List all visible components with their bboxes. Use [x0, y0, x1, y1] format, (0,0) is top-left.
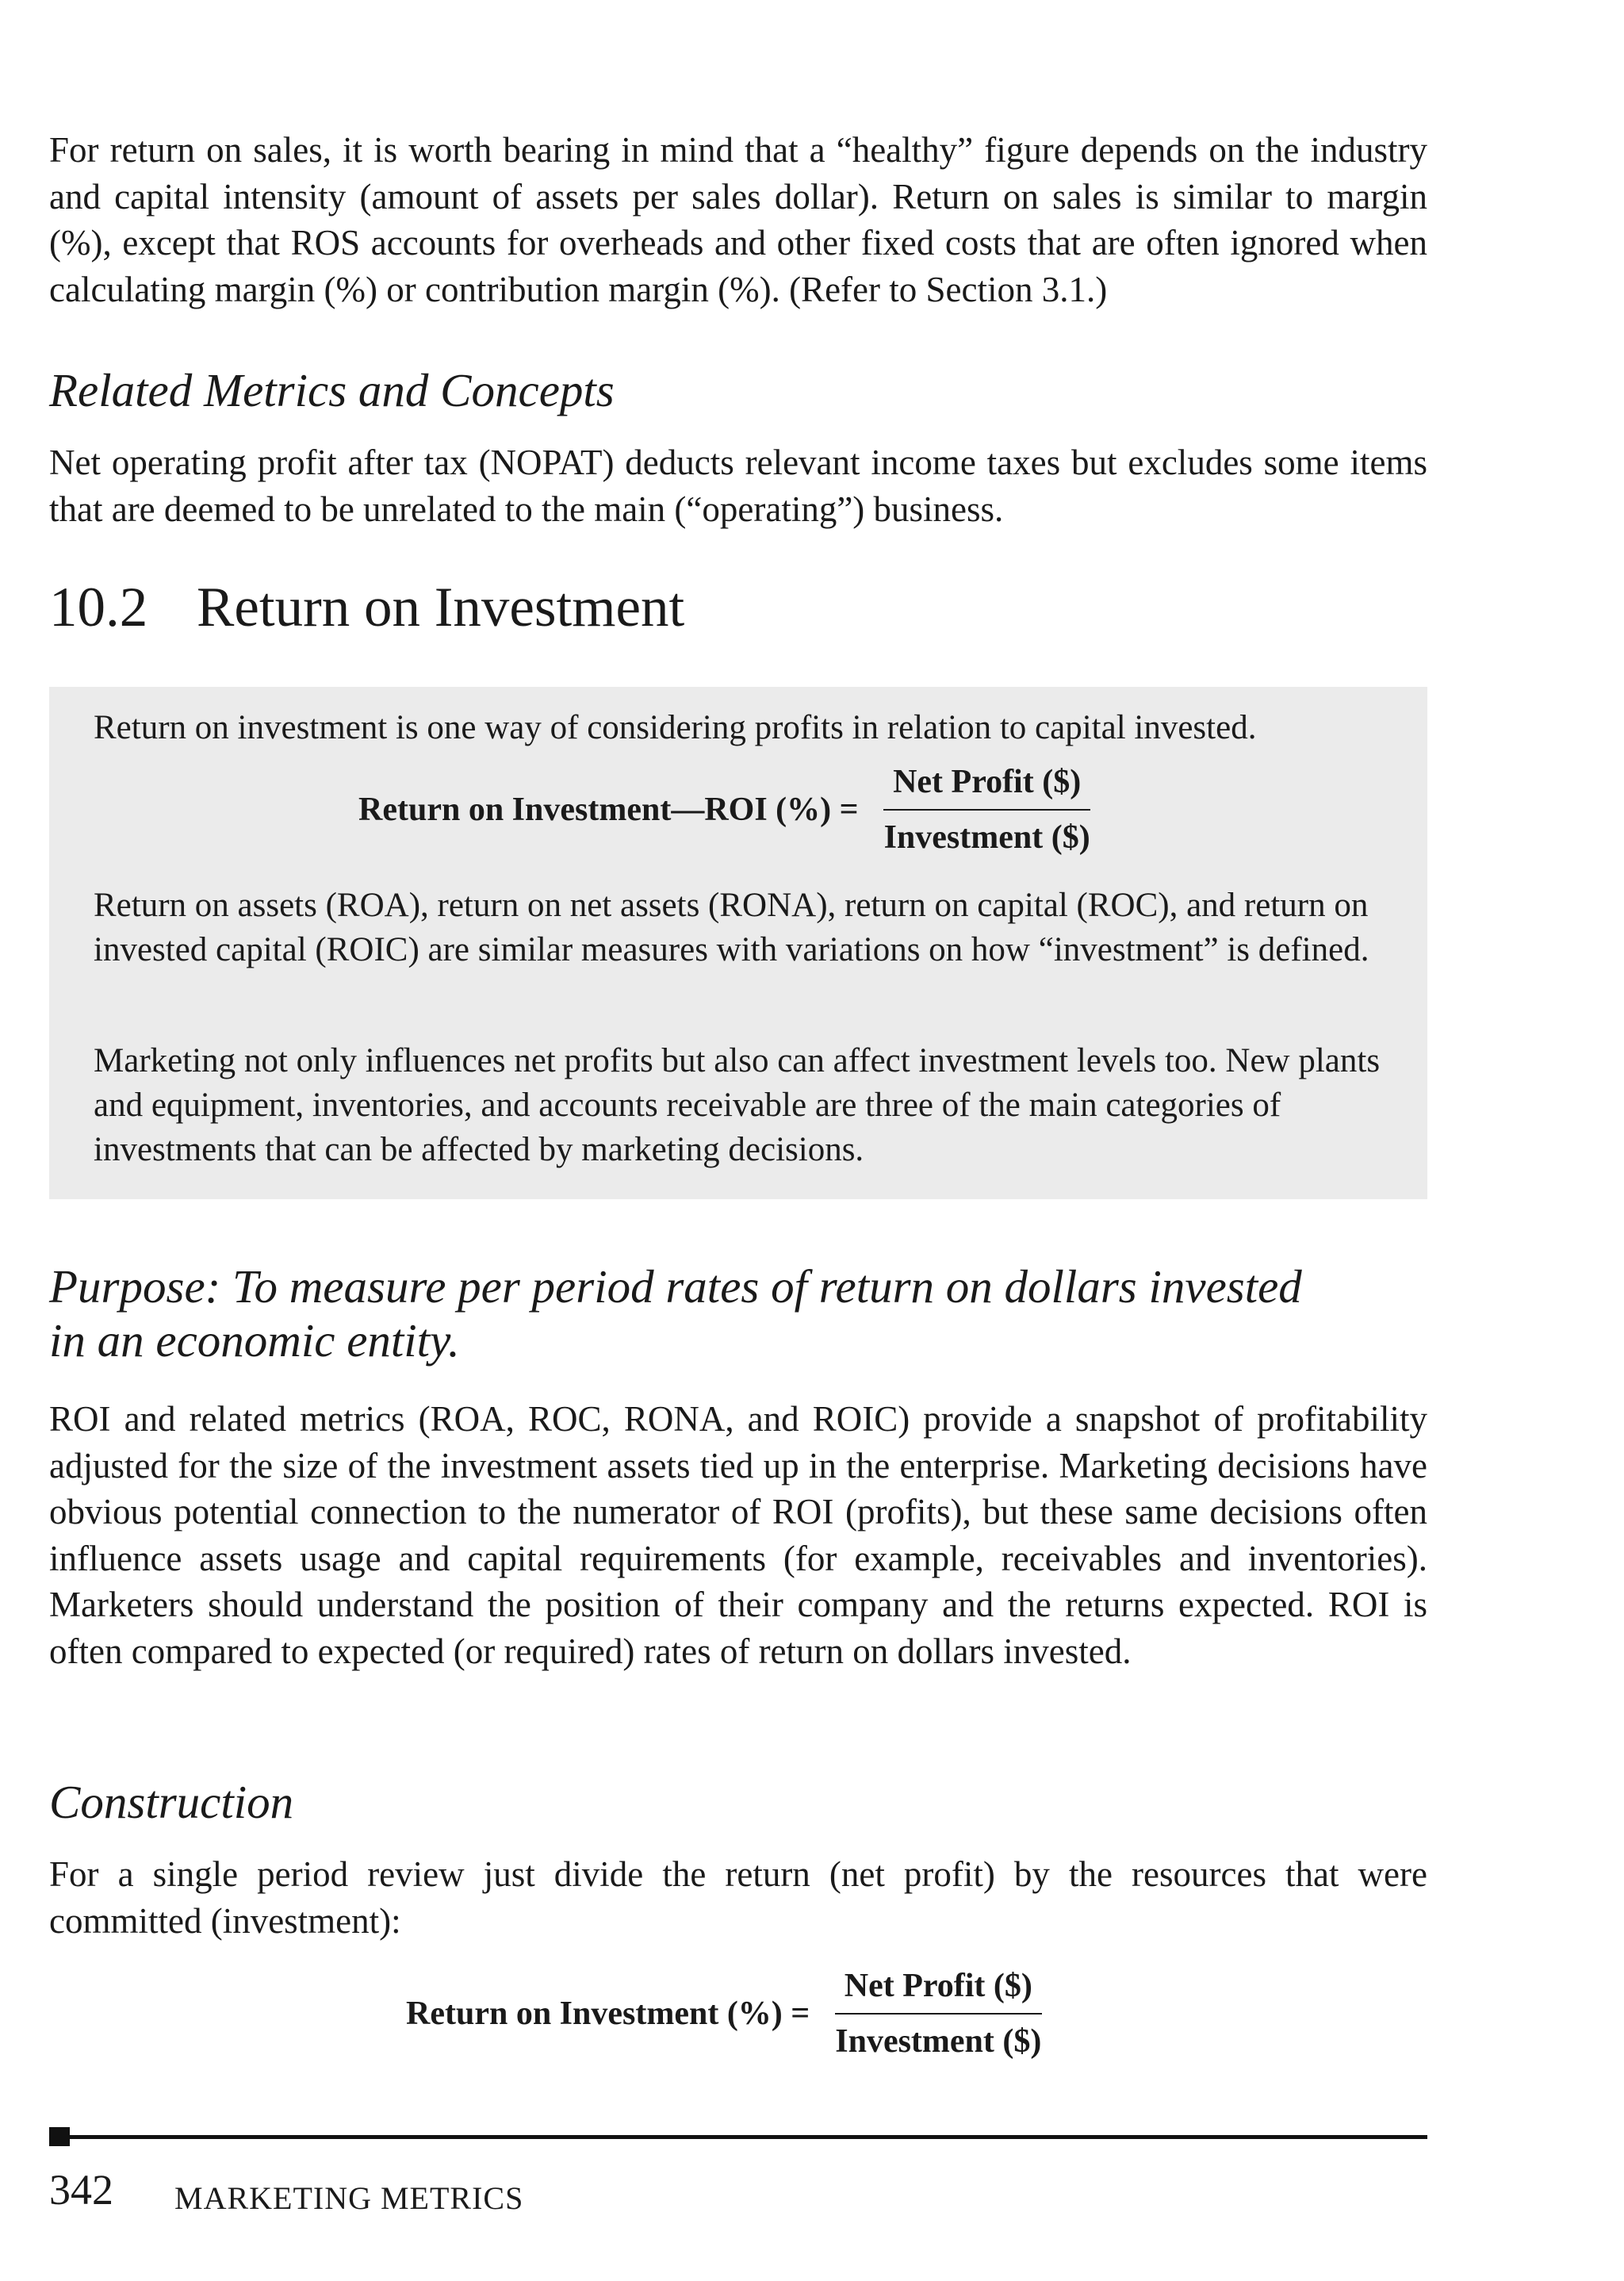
- formula2-lhs: Return on Investment (%) =: [406, 1995, 810, 2032]
- footer-square-marker: [49, 2127, 70, 2146]
- formula2-numerator: Net Profit ($): [835, 1967, 1042, 2015]
- box-intro: Return on investment is one way of considering profits in relation to capital invested.: [94, 709, 1257, 746]
- box-paragraph-2: Marketing not only influences net profits but also can affect investment levels too. New plants and equipment, inventories, and accounts receivable are three of the main categories of investments that can be affected by marketing decisions.: [94, 1042, 1381, 1168]
- running-head: MARKETING METRICS: [174, 2180, 524, 2216]
- formula2-fraction: [825, 1967, 1051, 2061]
- roi-formula-2: [406, 1967, 1051, 2061]
- formula-fraction: [875, 763, 1100, 857]
- construction-heading: Construction: [49, 1776, 294, 1828]
- intro-paragraph: For return on sales, it is worth bearing in mind that a “healthy” figure depends on the industry and capital intensity (amount of assets per sales dollar). Return on sales is similar to margin (%), except that ROS accounts for overheads and other fixed costs that are often ignored when calculating margin (%) or contribution margin (%). (Refer to Section 3.1.): [49, 130, 1427, 309]
- purpose-heading: Purpose: To measure per period rates of return on dollars invested in an economic entity.: [49, 1260, 1302, 1367]
- definition-box: [49, 687, 1427, 1199]
- section-number: 10.2: [49, 577, 148, 638]
- related-paragraph: Net operating profit after tax (NOPAT) deducts relevant income taxes but excludes some items that are deemed to be unrelated to the main (“operating”) business.: [49, 443, 1427, 529]
- formula-denominator: Investment ($): [883, 819, 1090, 856]
- purpose-paragraph: ROI and related metrics (ROA, ROC, RONA, and ROIC) provide a snapshot of profitability adjusted for the size of the investment assets tied up in the enterprise. Marketing decisions have obvious potential connection to the numerator of ROI (profits), but these same decisions often influence assets usage and capital requirements (for example, receivables and inventories). Marketers should understand the position of their company and the returns expected. ROI is often compared to expected (or required) rates of return on dollars invested.: [49, 1399, 1427, 1671]
- formula-lhs: Return on Investment—ROI (%) =: [358, 792, 859, 828]
- formula-numerator: Net Profit ($): [883, 763, 1090, 811]
- related-metrics-heading: Related Metrics and Concepts: [49, 364, 615, 416]
- formula2-denominator: Investment ($): [835, 2023, 1042, 2060]
- roi-formula: [358, 763, 1100, 857]
- construction-paragraph: For a single period review just divide the return (net profit) by the resources that were committed (investment):: [49, 1854, 1427, 1941]
- section-title: Return on Investment: [197, 577, 685, 638]
- section-heading: [49, 576, 684, 639]
- box-paragraph-1: Return on assets (ROA), return on net assets (RONA), return on capital (ROC), and return on invested capital (ROIC) are similar measures with variations on how “investment” is defined.: [94, 887, 1369, 968]
- footer-rule: [49, 2135, 1427, 2139]
- page-number: 342: [49, 2166, 113, 2214]
